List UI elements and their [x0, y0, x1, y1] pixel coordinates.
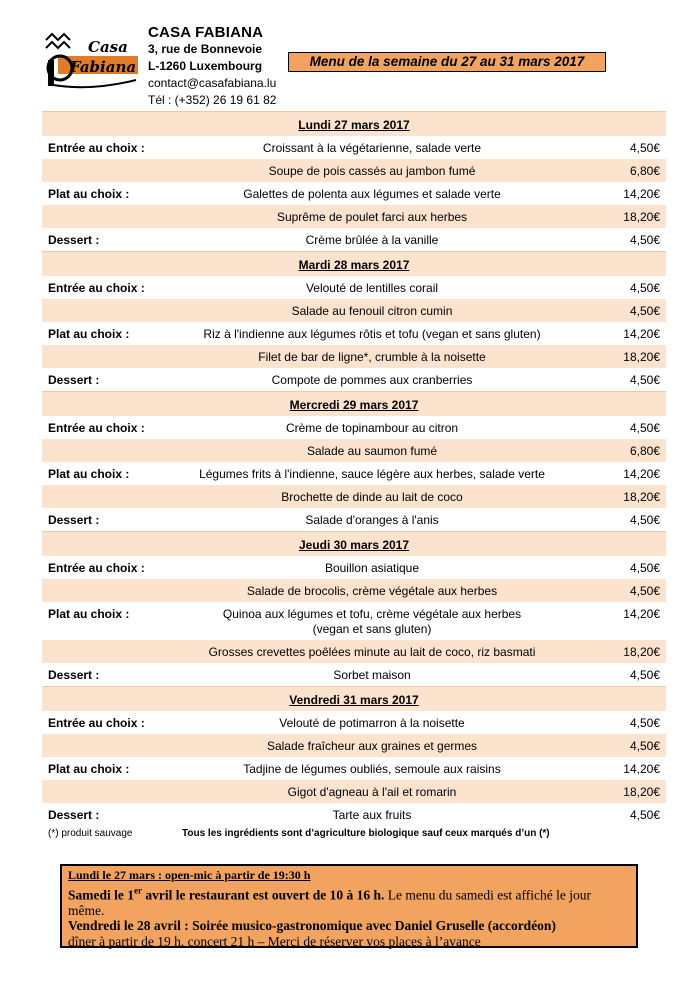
dish-name [162, 716, 582, 731]
menu-row [42, 228, 666, 251]
menu-row [42, 508, 666, 531]
dish-price: 4,50€ [629, 561, 660, 575]
dish-name [162, 281, 582, 296]
dish-name [162, 373, 582, 388]
restaurant-info [148, 24, 276, 109]
dish-price: 4,50€ [629, 421, 660, 435]
footnote-organic: Tous les ingrédients sont d’agriculture biologique sauf ceux marqués d’un (*) [182, 828, 550, 839]
dish-price: 4,50€ [629, 233, 660, 247]
menu-row [42, 416, 666, 439]
dish-line: Velouté de lentilles corail [305, 281, 439, 295]
dish-name [162, 164, 582, 179]
dish-line: Grosses crevettes poêlées minute au lait de coco, riz basmati [208, 645, 536, 659]
menu-row [42, 579, 666, 602]
dish-line: Salade au fenouil citron cumin [291, 304, 453, 318]
menu-row [42, 205, 666, 228]
street-address: 3, rue de Bonnevoie [148, 42, 263, 56]
dish-name [162, 187, 582, 202]
dish-price: 14,20€ [623, 467, 660, 481]
course-category: Dessert : [48, 513, 100, 527]
dish-line: Tarte aux fruits [332, 808, 412, 822]
dish-line: Salade de brocolis, crème végétale aux herbes [246, 584, 498, 598]
dish-price: 18,20€ [623, 785, 660, 799]
dish-price: 4,50€ [629, 716, 660, 730]
dish-price: 18,20€ [623, 350, 660, 364]
menu-row [42, 757, 666, 780]
course-category: Entrée au choix : [48, 561, 145, 575]
restaurant-name: CASA FABIANA [148, 24, 264, 41]
phone-number: Tél : (+352) 26 19 61 82 [148, 93, 277, 107]
dish-line: Légumes frits à l'indienne, sauce légère aux herbes, salade verte [199, 467, 545, 481]
menu-row [42, 640, 666, 663]
dish-price: 4,50€ [629, 808, 660, 822]
dish-line: Brochette de dinde au lait de coco [281, 490, 463, 504]
menu-row [42, 439, 666, 462]
dish-price: 4,50€ [629, 668, 660, 682]
dish-name [162, 233, 582, 248]
dish-price: 6,80€ [629, 164, 660, 178]
menu-row [42, 663, 666, 686]
dish-line: Salade fraîcheur aux graines et germes [266, 739, 478, 753]
day-header: Mercredi 29 mars 2017 [42, 391, 666, 416]
menu-row [42, 462, 666, 485]
svg-text:Casa: Casa [88, 38, 128, 56]
menu-row [42, 556, 666, 579]
dish-line: Gigot d'agneau à l'ail et romarin [287, 785, 457, 799]
dish-line: Compote de pommes aux cranberries [271, 373, 473, 387]
footnote-wild-product: (*) produit sauvage [48, 828, 133, 839]
dish-name [162, 584, 582, 599]
course-category: Entrée au choix : [48, 421, 145, 435]
menu-row [42, 276, 666, 299]
day-header: Vendredi 31 mars 2017 [42, 686, 666, 711]
dish-price: 4,50€ [629, 513, 660, 527]
dish-price: 4,50€ [629, 281, 660, 295]
course-category: Entrée au choix : [48, 141, 145, 155]
menu-row [42, 368, 666, 391]
dish-price: 4,50€ [629, 373, 660, 387]
dish-line: Salade au saumon fumé [306, 444, 438, 458]
course-category: Plat au choix : [48, 327, 130, 341]
dish-price: 14,20€ [623, 327, 660, 341]
dish-line: (vegan et sans gluten) [312, 622, 432, 636]
city-address: L-1260 Luxembourg [148, 59, 263, 73]
dish-price: 14,20€ [623, 607, 660, 621]
dish-name [162, 785, 582, 800]
casa-fabiana-logo [44, 30, 140, 92]
dish-price: 4,50€ [629, 739, 660, 753]
course-category: Plat au choix : [48, 187, 130, 201]
menu-title: Menu de la semaine du 27 au 31 mars 2017 [288, 52, 606, 72]
menu-row [42, 322, 666, 345]
svg-text:Fabiana: Fabiana [70, 58, 137, 76]
course-category: Plat au choix : [48, 762, 130, 776]
menu-row [42, 803, 666, 826]
announcement-friday-details: dîner à partir de 19 h, concert 21 h – Merci de réserver vos places à l’avance [68, 933, 481, 949]
dish-name [162, 141, 582, 156]
dish-price: 18,20€ [623, 645, 660, 659]
dish-line: Quinoa aux légumes et tofu, crème végétale aux herbes [222, 607, 522, 621]
course-category: Entrée au choix : [48, 281, 145, 295]
dish-price: 4,50€ [629, 304, 660, 318]
dish-price: 18,20€ [623, 210, 660, 224]
dish-name [162, 350, 582, 365]
course-category: Dessert : [48, 808, 100, 822]
dish-name [162, 490, 582, 505]
day-header: Mardi 28 mars 2017 [42, 251, 666, 276]
menu-row [42, 136, 666, 159]
menu-row [42, 780, 666, 803]
dish-name [162, 327, 582, 342]
dish-name [162, 513, 582, 528]
course-category: Entrée au choix : [48, 716, 145, 730]
dish-name [162, 421, 582, 436]
dish-price: 4,50€ [629, 141, 660, 155]
dish-name [162, 561, 582, 576]
menu-row [42, 485, 666, 508]
menu-row [42, 602, 666, 640]
course-category: Dessert : [48, 373, 100, 387]
dish-name [162, 645, 582, 660]
dish-price: 14,20€ [623, 187, 660, 201]
dish-line: Tadjine de légumes oubliés, semoule aux raisins [243, 762, 501, 776]
announcement-saturday: Samedi le 1er avril le restaurant est ouvert de 10 à 16 h. Le menu du samedi est affiché le jour même. [68, 885, 592, 918]
course-category: Plat au choix : [48, 607, 130, 621]
dish-name [162, 762, 582, 777]
menu-row [42, 159, 666, 182]
menu-row [42, 734, 666, 757]
dish-line: Crème brûlée à la vanille [305, 233, 439, 247]
day-header: Jeudi 30 mars 2017 [42, 531, 666, 556]
dish-price: 4,50€ [629, 584, 660, 598]
menu-table [42, 111, 666, 826]
dish-line: Soupe de pois cassés au jambon fumé [268, 164, 476, 178]
dish-line: Salade d'oranges à l'anis [305, 513, 439, 527]
dish-line: Sorbet maison [333, 668, 411, 682]
menu-row [42, 345, 666, 368]
dish-name [162, 210, 582, 225]
dish-line: Bouillon asiatique [324, 561, 420, 575]
announcement-friday-title: Vendredi le 28 avril : Soirée musico-gastronomique avec Daniel Gruselle (accordéon) [68, 918, 556, 933]
dish-name [162, 304, 582, 319]
dish-name [162, 668, 582, 683]
dish-name [162, 808, 582, 823]
menu-row [42, 299, 666, 322]
day-header: Lundi 27 mars 2017 [42, 111, 666, 136]
menu-row [42, 182, 666, 205]
dish-line: Riz à l'indienne aux légumes rôtis et tofu (vegan et sans gluten) [203, 327, 541, 341]
course-category: Dessert : [48, 233, 100, 247]
announcement-box [60, 864, 638, 948]
course-category: Dessert : [48, 668, 100, 682]
course-category: Plat au choix : [48, 467, 130, 481]
dish-price: 6,80€ [629, 444, 660, 458]
dish-line: Croissant à la végétarienne, salade verte [262, 141, 482, 155]
dish-name [162, 444, 582, 459]
dish-price: 14,20€ [623, 762, 660, 776]
dish-line: Suprême de poulet farci aux herbes [276, 210, 468, 224]
dish-price: 18,20€ [623, 490, 660, 504]
dish-line: Crème de topinambour au citron [285, 421, 459, 435]
dish-line: Galettes de polenta aux légumes et salade verte [243, 187, 501, 201]
dish-line: Velouté de potimarron à la noisette [279, 716, 465, 730]
announcement-open-mic: Lundi le 27 mars : open-mic à partir de 19:30 h [68, 868, 311, 882]
dish-name [162, 607, 582, 637]
email-link[interactable]: contact@casafabiana.lu [148, 76, 277, 90]
dish-name [162, 739, 582, 754]
dish-name [162, 467, 582, 482]
dish-line: Filet de bar de ligne*, crumble à la noisette [258, 350, 486, 364]
menu-row [42, 711, 666, 734]
